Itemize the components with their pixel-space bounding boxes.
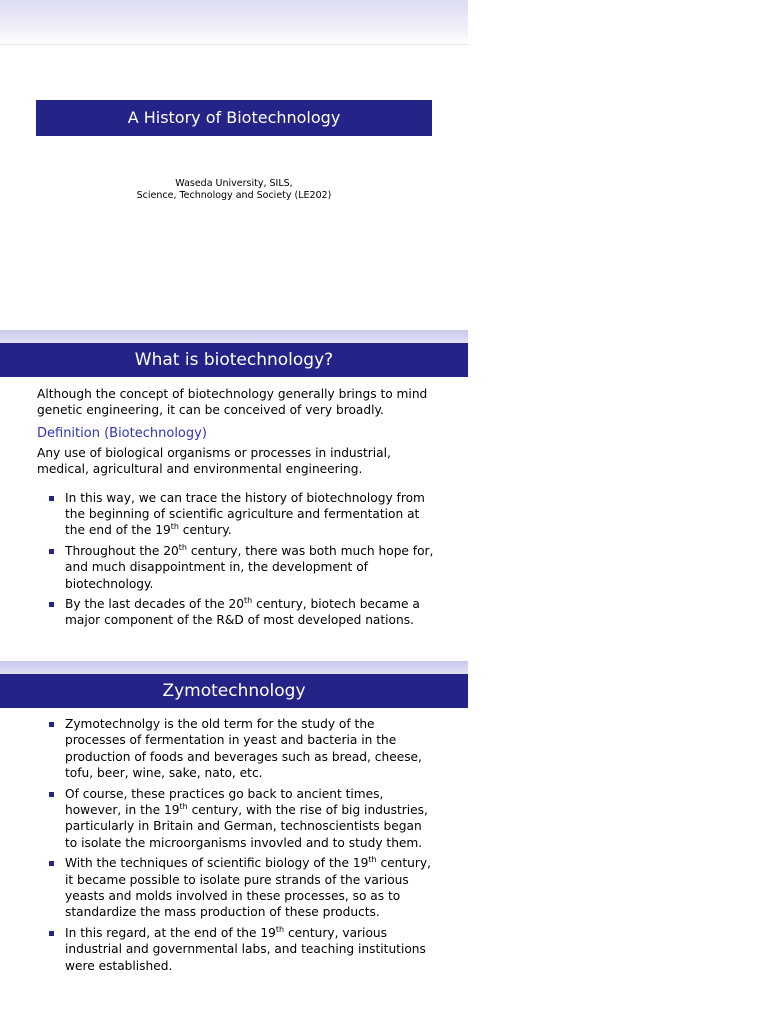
presentation-title: A History of Biotechnology <box>36 100 432 136</box>
frame-title: Zymotechnology <box>0 674 468 708</box>
slide-zymotechnology <box>0 661 468 1024</box>
frame-title: What is biotechnology? <box>0 343 468 377</box>
header-gradient <box>0 0 468 45</box>
bullet-list <box>37 716 437 974</box>
bullet-icon <box>49 722 54 727</box>
list-item: In this regard, at the end of the 19th century, various industrial and governmental labs, and teaching institutions were established. <box>37 925 437 974</box>
list-item: In this way, we can trace the history of biotechnology from the beginning of scientific agriculture and fermentation at the end of the 19th century. <box>37 490 437 539</box>
header-band <box>0 330 468 343</box>
bullet-icon <box>49 792 54 797</box>
intro-paragraph: Although the concept of biotechnology generally brings to mind genetic engineering, it can be conceived of very broadly. <box>37 387 428 418</box>
header-band <box>0 661 468 674</box>
institute-block <box>0 178 468 202</box>
definition-body: Any use of biological organisms or processes in industrial, medical, agricultural and environmental engineering. <box>37 445 391 477</box>
list-item: By the last decades of the 20th century, biotech became a major component of the R&D of most developed nations. <box>37 596 437 629</box>
bullet-list <box>37 490 437 629</box>
bullet-icon <box>49 861 54 866</box>
slide-content <box>37 716 437 978</box>
institute-line-2: Science, Technology and Society (LE202) <box>136 190 332 201</box>
slide-what-is-biotechnology <box>0 330 468 661</box>
list-item: Throughout the 20th century, there was both much hope for, and much disappointment in, the development of biotechnology. <box>37 543 437 592</box>
bullet-icon <box>49 931 54 936</box>
bullet-icon <box>49 549 54 554</box>
list-item: Of course, these practices go back to ancient times, however, in the 19th century, with the rise of big industries, particularly in Britain and German, technoscientists began to isolate the microorganisms invovled and to study them. <box>37 786 437 852</box>
list-item: With the techniques of scientific biology of the 19th century, it became possible to isolate pure strands of the various yeasts and molds involved in these processes, so as to standardize the mass production of these products. <box>37 855 437 921</box>
bullet-icon <box>49 602 54 607</box>
institute-line-1: Waseda University, SILS, <box>175 178 293 189</box>
title-slide <box>0 0 468 330</box>
definition-title: Definition (Biotechnology) <box>37 425 207 441</box>
bullet-icon <box>49 496 54 501</box>
list-item: Zymotechnolgy is the old term for the study of the processes of fermentation in yeast and bacteria in the production of foods and beverages such as bread, cheese, tofu, beer, wine, sake, nato, etc. <box>37 716 437 782</box>
slide-content <box>37 386 437 633</box>
